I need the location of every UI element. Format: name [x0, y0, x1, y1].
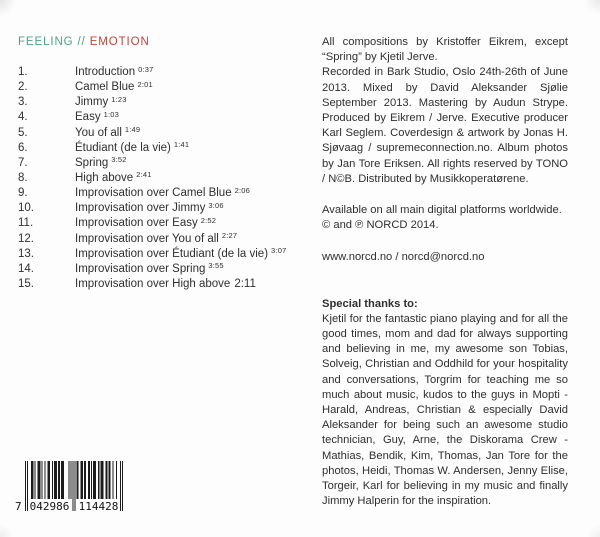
track-title [75, 66, 154, 78]
track-title [75, 172, 152, 184]
track-row [18, 66, 318, 81]
track-title-text: Improvisation over Spring [75, 262, 206, 275]
track-number: 11. [18, 217, 34, 230]
track-number: 4. [18, 111, 28, 124]
track-number: 6. [18, 141, 28, 154]
track-title-text: Introduction [75, 66, 136, 78]
track-title-text: You of all [75, 126, 122, 139]
copyright-line: © and ℗ NORCD 2014. [322, 219, 439, 232]
track-title [75, 187, 250, 199]
barcode-digits-right: 114428 [78, 500, 119, 513]
track-duration: 1:03 [103, 109, 119, 119]
track-title [75, 202, 224, 214]
track-title [75, 278, 256, 290]
track-duration: 2:11 [234, 277, 256, 290]
track-title-text: Improvisation over Easy [75, 217, 198, 230]
track-number: 8. [18, 171, 28, 184]
track-duration: 1:41 [173, 140, 190, 150]
track-row [18, 127, 318, 142]
track-number: 1. [18, 66, 28, 78]
barcode-digits-left: 042986 [29, 500, 70, 513]
track-title-text: Easy [75, 111, 101, 124]
track-duration: 3:06 [208, 200, 224, 210]
track-number: 15. [18, 277, 34, 290]
track-title [75, 96, 127, 108]
track-title-text: Spring [75, 156, 109, 169]
album-title [18, 36, 150, 48]
track-title-text: Camel Blue [75, 81, 135, 94]
track-title [75, 233, 237, 245]
track-number: 12. [18, 232, 34, 245]
track-duration: 2:06 [234, 185, 250, 195]
track-row [18, 278, 318, 293]
track-duration: 2:52 [200, 215, 217, 225]
credits-compositions: All compositions by Kristoffer Eikrem, except “Spring” by Kjetil Jerve. [322, 36, 568, 64]
track-title-text: Improvisation over High above [75, 277, 231, 290]
track-duration: 0:37 [138, 64, 154, 74]
track-row [18, 157, 318, 172]
track-number: 9. [18, 187, 28, 200]
track-duration: 2:01 [137, 79, 153, 89]
track-duration: 1:49 [124, 125, 141, 135]
track-list [18, 66, 318, 293]
contact-line: www.norcd.no / norcd@norcd.no [322, 251, 485, 264]
track-row [18, 263, 318, 278]
track-duration: 2:41 [136, 170, 152, 180]
track-title-text: Jimmy [75, 96, 109, 109]
barcode [16, 461, 128, 513]
track-title [75, 263, 224, 275]
track-duration: 2:27 [221, 231, 238, 241]
special-thanks-heading: Special thanks to: [322, 297, 418, 310]
track-number: 7. [18, 156, 28, 169]
track-row [18, 187, 318, 202]
track-number: 14. [18, 262, 34, 275]
track-title-text: Improvisation over Jimmy [75, 202, 206, 215]
track-title [75, 142, 189, 154]
availability-line: Available on all main digital platforms worldwide. [322, 204, 562, 217]
track-number: 13. [18, 247, 34, 260]
track-title [75, 111, 119, 123]
credits-production: Recorded in Bark Studio, Oslo 24th-26th of June 2013. Mixed by David Aleksander Sjølie September 2013. Mastering by Audun Strype. Produced by Eikrem / Jerve. Executive producer Karl Seglem. Coverdesign & artwork by Jonas H. Sjøvaag / supremeconnection.no. Album photos by Jan Tore Eriksen. All rights reserved by TONO / N©B. Distributed by Musikkoperatørene. [322, 66, 568, 185]
track-row [18, 248, 318, 263]
track-duration: 1:23 [111, 94, 127, 104]
track-duration: 3:52 [111, 155, 127, 165]
track-number: 5. [18, 126, 28, 139]
track-number: 2. [18, 81, 28, 94]
credits-column [322, 35, 568, 509]
track-title [75, 157, 127, 169]
track-row [18, 96, 318, 111]
track-title-text: Improvisation over Étudiant (de la vie) [75, 247, 269, 260]
track-row [18, 142, 318, 157]
track-row [18, 111, 318, 126]
track-title-text: Improvisation over Camel Blue [75, 187, 232, 200]
album-title-separator: // [77, 36, 86, 48]
track-title [75, 127, 140, 139]
track-row [18, 217, 318, 232]
track-row [18, 81, 318, 96]
track-duration: 3:55 [208, 261, 224, 271]
track-title-text: Étudiant (de la vie) [75, 141, 171, 154]
album-title-feeling: FEELING [18, 36, 74, 48]
track-row [18, 202, 318, 217]
availability-block [322, 203, 568, 233]
track-title [75, 248, 286, 260]
album-title-emotion: EMOTION [89, 36, 150, 48]
track-number: 10. [18, 202, 34, 215]
barcode-digit-first: 7 [15, 500, 22, 513]
track-row [18, 172, 318, 187]
track-title-text: High above [75, 171, 134, 184]
track-title-text: Improvisation over You of all [75, 232, 219, 245]
special-thanks-body: Kjetil for the fantastic piano playing and for all the good times, mom and dad for always supporting and believing in me, my awesome son Tobias, Solveig, Christian and Oddhild for your hospitality and conversations, Torgrim for teaching me so much about music, kudos to the guys in Mopti - Harald, Andreas, Christian & especially David Aleksander for being such an awesome studio technician, Guy, Arne, the Diskorama Crew - Mathias, Bendik, Kim, Thomas, Jan Tore for the photos, Heidi, Thomas W. Andersen, Jenny Elise, Torgeir, Karl for believing in my music and finally Jimmy Halperin for the inspiration. [322, 312, 568, 508]
track-number: 3. [18, 96, 28, 109]
track-title [75, 217, 216, 229]
track-duration: 3:07 [271, 246, 287, 256]
track-title [75, 81, 153, 93]
